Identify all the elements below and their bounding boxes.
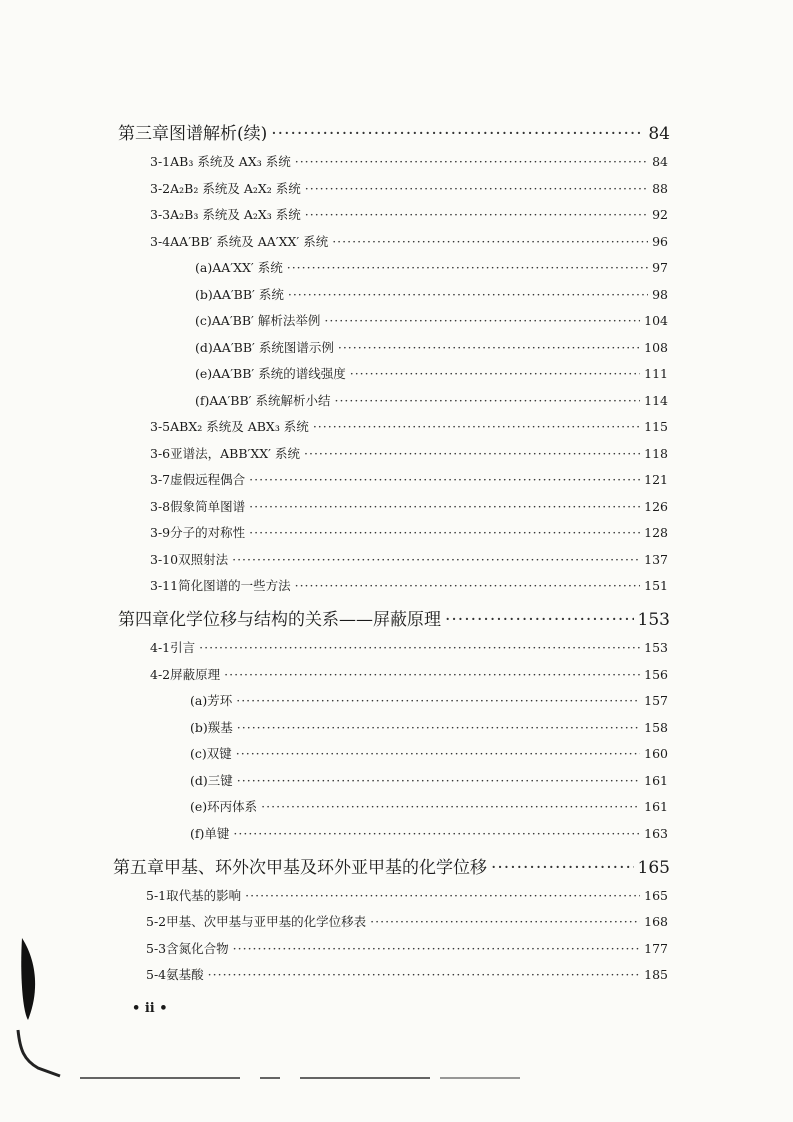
dot-leader [224, 667, 640, 682]
entry-title: 芳环 [207, 693, 233, 708]
entry-number: (b) [195, 287, 213, 302]
entry-number: 第五章 [113, 858, 164, 875]
dot-leader [491, 858, 634, 875]
dot-leader [304, 446, 640, 461]
entry-page: 165 [637, 858, 670, 875]
dot-leader [313, 419, 640, 434]
toc-entry [195, 311, 668, 333]
entry-number: 5-2 [146, 914, 167, 929]
dot-leader [261, 799, 640, 814]
entry-title: 双键 [206, 746, 232, 761]
entry-title: AA′BB′ 系统及 AA′XX′ 系统 [170, 234, 329, 249]
entry-number: 第三章 [118, 124, 169, 141]
toc-entry [118, 119, 670, 141]
toc-entry [113, 853, 670, 875]
entry-number: 3-7 [150, 472, 171, 487]
entry-title: 单键 [204, 826, 230, 841]
toc-entry [195, 338, 668, 360]
entry-page: 121 [644, 472, 668, 487]
entry-number: (e) [190, 799, 208, 814]
toc-entry [150, 179, 668, 201]
entry-title: 引言 [170, 640, 196, 655]
entry-page: 157 [644, 693, 668, 708]
dot-leader [305, 181, 648, 196]
entry-page: 88 [652, 181, 668, 196]
entry-page: 98 [652, 287, 668, 302]
entry-title: 羰基 [207, 720, 233, 735]
entry-number: (b) [190, 720, 208, 735]
entry-title: AA′BB′ 系统 [212, 287, 284, 302]
toc-entry [150, 152, 668, 174]
entry-number: 3-3 [150, 207, 171, 222]
entry-number: 3-2 [150, 181, 171, 196]
entry-page: 165 [644, 888, 668, 903]
entry-page: 177 [644, 941, 668, 956]
entry-page: 96 [652, 234, 668, 249]
entry-number: 3-9 [150, 525, 171, 540]
entry-title: 图谱解析(续) [169, 124, 268, 141]
dot-leader [324, 313, 640, 328]
toc-entry [150, 523, 668, 545]
toc-entry [190, 797, 668, 819]
entry-number: (c) [195, 313, 212, 328]
entry-page: 168 [644, 914, 668, 929]
entry-page: 114 [644, 393, 668, 408]
dot-leader [232, 552, 640, 567]
dot-leader [271, 124, 644, 141]
entry-page: 153 [637, 610, 670, 627]
toc-entry [190, 744, 668, 766]
entry-number: 5-4 [146, 967, 167, 982]
dot-leader [237, 720, 640, 735]
entry-title: ABX₂ 系统及 ABX₃ 系统 [170, 419, 309, 434]
page-folio: • ii • [132, 1001, 168, 1016]
dot-leader [249, 472, 640, 487]
entry-title: AA′XX′ 系统 [212, 260, 283, 275]
toc-entry [150, 497, 668, 519]
dot-leader [236, 693, 640, 708]
dot-leader [233, 826, 640, 841]
toc-entry [150, 444, 668, 466]
entry-page: 92 [652, 207, 668, 222]
entry-title: A₂B₃ 系统及 A₂X₃ 系统 [170, 207, 301, 222]
entry-number: 3-11 [150, 578, 179, 593]
entry-number: 3-10 [150, 552, 179, 567]
toc-entry [150, 232, 668, 254]
dot-leader [287, 260, 648, 275]
entry-number: (a) [195, 260, 213, 275]
entry-page: 128 [644, 525, 668, 540]
toc-entry [150, 470, 668, 492]
toc-entry [195, 391, 668, 413]
dot-leader [288, 287, 648, 302]
entry-title: 含氮化合物 [166, 941, 229, 956]
toc-entry [150, 550, 668, 572]
entry-number: (a) [190, 693, 208, 708]
entry-number: 3-5 [150, 419, 171, 434]
dot-leader [338, 340, 640, 355]
dot-leader [445, 610, 634, 627]
entry-page: 126 [644, 499, 668, 514]
entry-page: 158 [644, 720, 668, 735]
entry-title: 双照射法 [178, 552, 229, 567]
toc-entry [150, 417, 668, 439]
toc-entry [150, 576, 668, 598]
entry-title: 化学位移与结构的关系——屏蔽原理 [169, 610, 441, 627]
entry-title: AB₃ 系统及 AX₃ 系统 [170, 154, 291, 169]
entry-page: 137 [644, 552, 668, 567]
entry-title: 三键 [207, 773, 233, 788]
dot-leader [332, 234, 648, 249]
entry-number: 4-1 [150, 640, 171, 655]
entry-page: 84 [652, 154, 668, 169]
toc-entry [150, 665, 668, 687]
entry-number: 5-1 [146, 888, 167, 903]
entry-number: (d) [190, 773, 208, 788]
entry-number: 3-4 [150, 234, 171, 249]
entry-title: 甲基、次甲基与亚甲基的化学位移表 [166, 914, 367, 929]
entry-page: 160 [644, 746, 668, 761]
toc-entry [195, 285, 668, 307]
entry-title: AA′BB′ 解析法举例 [211, 313, 321, 328]
entry-title: AA′BB′ 系统的谱线强度 [212, 366, 346, 381]
entry-title: 屏蔽原理 [170, 667, 221, 682]
entry-title: 虚假远程偶合 [170, 472, 246, 487]
toc-entry [190, 771, 668, 793]
entry-page: 111 [644, 366, 668, 381]
entry-number: (e) [195, 366, 213, 381]
toc-entry [195, 364, 668, 386]
entry-title: 取代基的影响 [166, 888, 242, 903]
entry-page: 97 [652, 260, 668, 275]
entry-title: 甲基、环外次甲基及环外亚甲基的化学位移 [164, 858, 487, 875]
entry-number: 4-2 [150, 667, 171, 682]
scan-edge-shadow [0, 900, 600, 1122]
entry-page: 163 [644, 826, 668, 841]
dot-leader [237, 773, 640, 788]
entry-number: (f) [190, 826, 205, 841]
entry-page: 84 [648, 124, 670, 141]
entry-number: 5-3 [146, 941, 167, 956]
dot-leader [199, 640, 640, 655]
entry-title: 氨基酸 [166, 967, 204, 982]
entry-title: 假象简单图谱 [170, 499, 246, 514]
entry-number: (d) [195, 340, 213, 355]
entry-title: AA′BB′ 系统图谱示例 [212, 340, 334, 355]
toc-entry [190, 691, 668, 713]
entry-number: 3-8 [150, 499, 171, 514]
entry-number: 3-1 [150, 154, 171, 169]
entry-page: 118 [644, 446, 668, 461]
dot-leader [305, 207, 648, 222]
entry-page: 185 [644, 967, 668, 982]
entry-number: 3-6 [150, 446, 171, 461]
entry-page: 108 [644, 340, 668, 355]
entry-page: 151 [644, 578, 668, 593]
entry-title: 分子的对称性 [170, 525, 246, 540]
dot-leader [295, 154, 648, 169]
entry-title: 环丙体系 [207, 799, 258, 814]
dot-leader [249, 525, 640, 540]
toc-entry [118, 605, 670, 627]
entry-number: (f) [195, 393, 210, 408]
entry-page: 115 [644, 419, 668, 434]
entry-page: 156 [644, 667, 668, 682]
entry-page: 104 [644, 313, 668, 328]
toc-entry [190, 718, 668, 740]
entry-title: 亚谱法，ABB′XX′ 系统 [170, 446, 300, 461]
toc-entry [150, 205, 668, 227]
toc-entry [195, 258, 668, 280]
entry-number: (c) [190, 746, 207, 761]
dot-leader [295, 578, 641, 593]
toc-entry [190, 824, 668, 846]
entry-number: 第四章 [118, 610, 169, 627]
entry-title: AA′BB′ 系统解析小结 [209, 393, 331, 408]
entry-title: A₂B₂ 系统及 A₂X₂ 系统 [170, 181, 301, 196]
entry-page: 161 [644, 773, 668, 788]
entry-title: 简化图谱的一些方法 [178, 578, 291, 593]
dot-leader [350, 366, 640, 381]
dot-leader [236, 746, 640, 761]
toc-entry [150, 638, 668, 660]
entry-page: 161 [644, 799, 668, 814]
dot-leader [334, 393, 640, 408]
entry-page: 153 [644, 640, 668, 655]
dot-leader [249, 499, 640, 514]
